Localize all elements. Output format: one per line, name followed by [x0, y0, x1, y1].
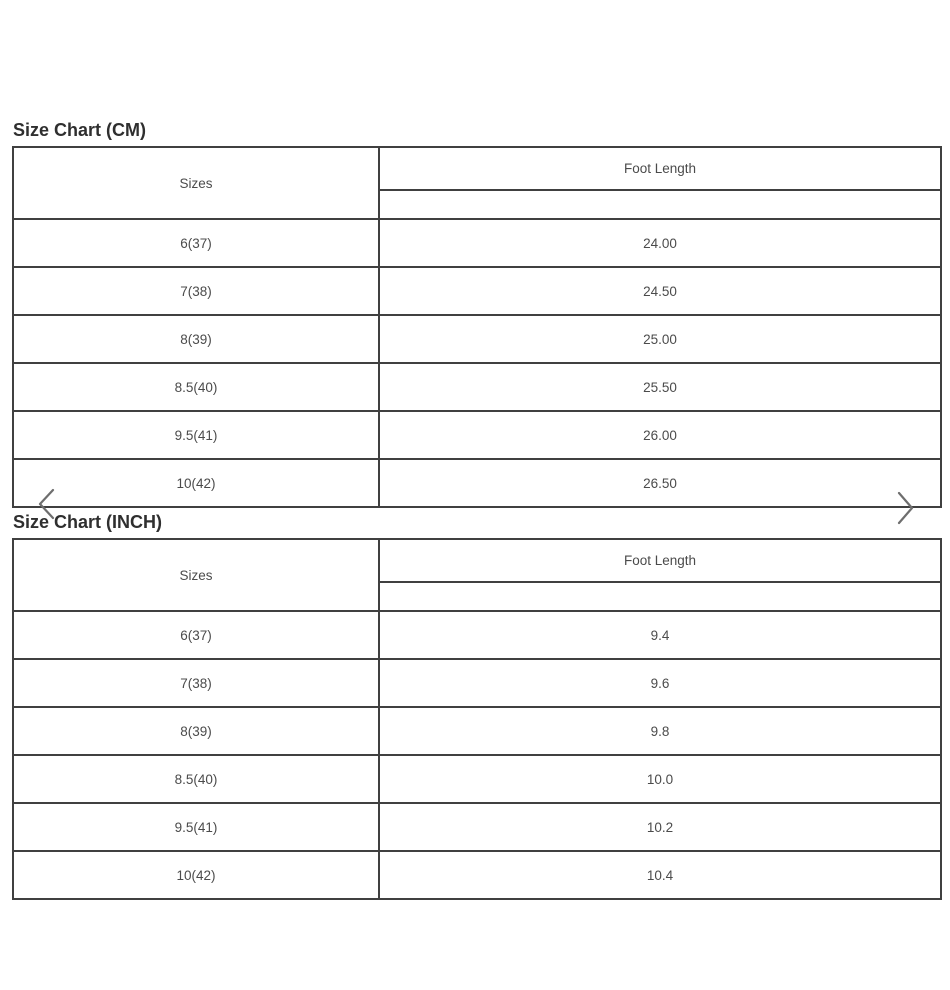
size-cell: 8(39)	[13, 315, 379, 363]
foot-length-column-header: Foot Length	[379, 147, 941, 190]
size-cell: 9.5(41)	[13, 803, 379, 851]
unit-subheader-cell	[379, 190, 941, 219]
table-row	[13, 659, 941, 707]
foot-length-cell: 9.6	[379, 659, 941, 707]
foot-length-cell: 25.50	[379, 363, 941, 411]
size-chart-content	[12, 120, 940, 900]
table-row	[13, 707, 941, 755]
foot-length-cell: 26.00	[379, 411, 941, 459]
table-row	[13, 803, 941, 851]
unit-subheader-cell	[379, 582, 941, 611]
table-row	[13, 315, 941, 363]
chevron-right-icon	[894, 514, 918, 529]
size-cell: 9.5(41)	[13, 411, 379, 459]
size-cell: 10(42)	[13, 851, 379, 899]
size-cell: 8.5(40)	[13, 363, 379, 411]
size-chart-cm-section	[12, 120, 940, 508]
sizes-column-header: Sizes	[13, 147, 379, 219]
size-chart-inch-table	[12, 538, 942, 900]
size-cell: 7(38)	[13, 659, 379, 707]
size-cell: 8(39)	[13, 707, 379, 755]
size-chart-cm-title: Size Chart (CM)	[13, 120, 147, 140]
carousel-next-button[interactable]	[894, 490, 918, 526]
carousel-prev-button[interactable]	[34, 488, 58, 520]
foot-length-cell: 10.0	[379, 755, 941, 803]
foot-length-cell: 9.4	[379, 611, 941, 659]
size-chart-inch-section	[12, 512, 940, 900]
size-chart-cm-table	[12, 146, 942, 508]
foot-length-cell: 24.00	[379, 219, 941, 267]
size-chart-inch-title: Size Chart (INCH)	[13, 512, 163, 532]
table-row	[13, 755, 941, 803]
size-cell: 6(37)	[13, 219, 379, 267]
table-row	[13, 851, 941, 899]
table-row	[13, 459, 941, 507]
foot-length-cell: 24.50	[379, 267, 941, 315]
table-row	[13, 267, 941, 315]
size-cell: 10(42)	[13, 459, 379, 507]
foot-length-cell: 10.4	[379, 851, 941, 899]
table-row	[13, 411, 941, 459]
chevron-left-icon	[34, 508, 58, 523]
size-cell: 6(37)	[13, 611, 379, 659]
sizes-column-header: Sizes	[13, 539, 379, 611]
table-row	[13, 363, 941, 411]
foot-length-column-header: Foot Length	[379, 539, 941, 582]
foot-length-cell: 9.8	[379, 707, 941, 755]
foot-length-cell: 25.00	[379, 315, 941, 363]
table-row	[13, 611, 941, 659]
foot-length-cell: 26.50	[379, 459, 941, 507]
size-cell: 7(38)	[13, 267, 379, 315]
foot-length-cell: 10.2	[379, 803, 941, 851]
table-row	[13, 219, 941, 267]
size-cell: 8.5(40)	[13, 755, 379, 803]
